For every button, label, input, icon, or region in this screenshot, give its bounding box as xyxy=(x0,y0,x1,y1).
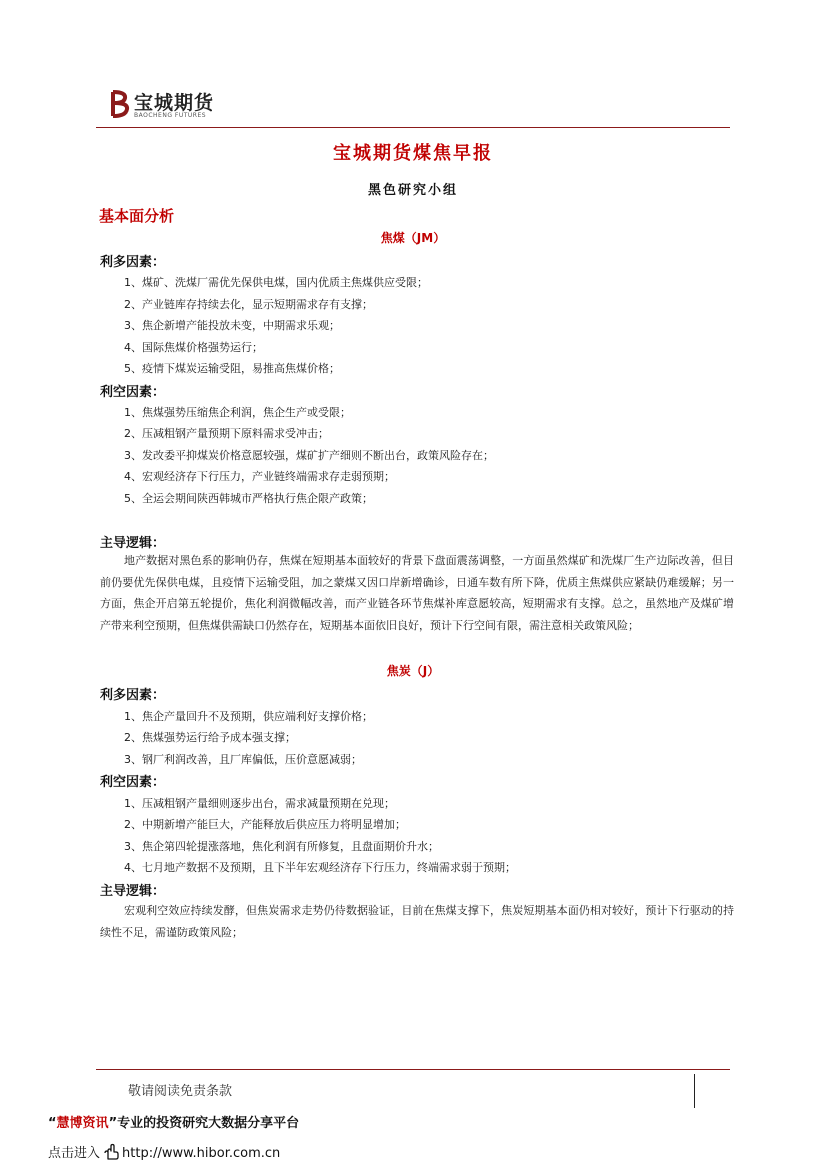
jm-bullish-item: 2、产业链库存持续去化，显示短期需求存有支撑； xyxy=(124,298,373,311)
j-bearish-item: 1、压减粗钢产量细则逐步出台，需求减量预期在兑现； xyxy=(124,797,395,810)
jm-bullish-item: 3、焦企新增产能投放未变，中期需求乐观； xyxy=(124,319,340,332)
jm-bearish-label: 利空因素： xyxy=(100,385,166,400)
jm-bearish-item: 2、压减粗钢产量预期下原料需求受冲击； xyxy=(124,427,329,440)
company-logo xyxy=(110,88,220,124)
jm-bearish-item: 3、发改委平抑煤炭价格意愿较强，煤矿扩产细则不断出台，政策风险存在； xyxy=(124,449,494,462)
promo-brand: 慧博资讯 xyxy=(56,1116,109,1131)
jm-bearish-item: 4、宏观经济存下行压力，产业链终端需求存走弱预期； xyxy=(124,470,395,483)
coking-coal-heading: 焦煤（JM） xyxy=(380,231,446,245)
logo-chinese-name: 宝城期货 xyxy=(134,92,215,114)
promo-open-quote: “ xyxy=(48,1116,57,1131)
hibor-url[interactable]: http://www.hibor.com.cn xyxy=(122,1146,281,1161)
promo-banner xyxy=(48,1112,299,1131)
disclaimer-link[interactable]: 敬请阅读免责条款 xyxy=(128,1084,233,1099)
hibor-link-row[interactable] xyxy=(48,1142,280,1161)
j-bearish-item: 3、焦企第四轮提涨落地，焦化利润有所修复，且盘面期价升水； xyxy=(124,840,439,853)
jm-bullish-label: 利多因素： xyxy=(100,255,166,270)
jm-logic-paragraph: 地产数据对黑色系的影响仍存，焦煤在短期基本面较好的背景下盘面震荡调整，一方面虽然煤矿和洗煤厂生产边际改善，但目前仍要优先保供电煤，且疫情下运输受阻，加之蒙煤又因口岸新增确诊，日通车数有所下降，优质主焦煤供应紧缺仍难缓解；另一方面，焦企开启第五轮提价，焦化利润微幅改善，而产业链各环节焦煤补库意愿较高，短期需求有支撑。总之，虽然地产及煤矿增产带来利空预期，但焦煤供需缺口仍然存在，短期基本面依旧良好，预计下行空间有限，需注意相关政策风险； xyxy=(100,554,734,632)
j-bullish-item: 1、焦企产量回升不及预期，供应端利好支撑价格； xyxy=(124,710,373,723)
j-bullish-label: 利多因素： xyxy=(100,688,166,703)
report-title: 宝城期货煤焦早报 xyxy=(333,143,493,164)
j-bearish-item: 4、七月地产数据不及预期，且下半年宏观经济存下行压力，终端需求弱于预期； xyxy=(124,861,516,874)
j-bullish-item: 3、钢厂利润改善，且厂库偏低，压价意愿减弱； xyxy=(124,753,362,766)
footer-divider xyxy=(96,1069,730,1070)
baocheng-logo-icon xyxy=(110,90,130,118)
logo-english-name: BAOCHENG FUTURES xyxy=(134,112,207,119)
research-group: 黑色研究小组 xyxy=(367,183,458,198)
section-title: 基本面分析 xyxy=(99,207,175,225)
link-prefix: 点击进入 xyxy=(48,1146,101,1161)
jm-logic-label: 主导逻辑： xyxy=(100,536,166,551)
pointing-hand-icon xyxy=(102,1143,120,1161)
j-logic-label: 主导逻辑： xyxy=(100,884,166,899)
j-bullish-item: 2、焦煤强势运行给予成本强支撑； xyxy=(124,731,296,744)
j-bearish-item: 2、中期新增产能巨大，产能释放后供应压力将明显增加； xyxy=(124,818,406,831)
j-logic-paragraph: 宏观利空效应持续发酵，但焦炭需求走势仍待数据验证，目前在焦煤支撑下，焦炭短期基本面仍相对较好，预计下行驱动的持续性不足，需谨防政策风险； xyxy=(100,904,734,939)
jm-bearish-item: 5、全运会期间陕西韩城市严格执行焦企限产政策； xyxy=(124,492,373,505)
jm-bullish-item: 4、国际焦煤价格强势运行； xyxy=(124,341,263,354)
promo-text: ”专业的投资研究大数据分享平台 xyxy=(108,1116,300,1131)
footer-vertical-bar xyxy=(694,1074,695,1108)
coke-heading: 焦炭（J） xyxy=(386,664,440,678)
jm-bullish-item: 1、煤矿、洗煤厂需优先保供电煤，国内优质主焦煤供应受限； xyxy=(124,276,428,289)
jm-bearish-item: 1、焦煤强势压缩焦企利润，焦企生产或受限； xyxy=(124,406,351,419)
j-bearish-label: 利空因素： xyxy=(100,775,166,790)
jm-bullish-item: 5、疫情下煤炭运输受阻，易推高焦煤价格； xyxy=(124,362,340,375)
header-divider xyxy=(96,127,730,128)
